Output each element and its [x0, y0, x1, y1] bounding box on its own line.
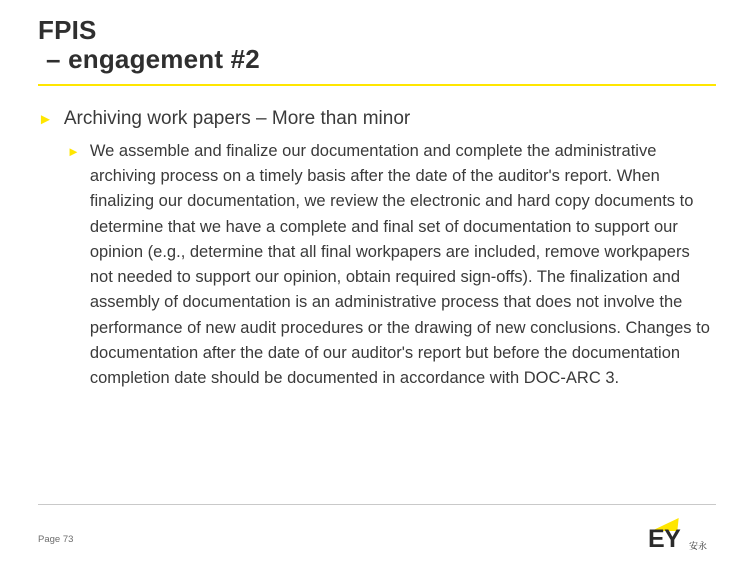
bullet-level-1-text: Archiving work papers – More than minor [63, 108, 411, 129]
logo-wordmark: EY [648, 525, 681, 553]
ey-logo [648, 518, 722, 552]
triangle-bullet-icon: ► [38, 111, 53, 128]
title-divider [38, 84, 716, 86]
bullet-level-2 [67, 139, 720, 391]
triangle-bullet-icon: ► [67, 143, 80, 159]
logo-chinese-name: 安永 [689, 541, 708, 551]
footer-divider [38, 504, 716, 505]
bullet-level-2-text: We assemble and finalize our documentation and complete the administrative archiving process on a timely basis after the date of the auditor's report. When finalizing our documentation, we review the electronic and hard copy documents to determine that we have a complete and final set of documentation to support our opinion (e.g., determine that all final workpapers are included, remove workpapers not needed to support our opinion, obtain required sign-offs). The finalization and assembly of documentation is an administrative process that does not involve the performance of new audit procedures or the drawing of new conclusions. Changes to documentation after the date of our auditor's report but before the documentation completion date should be documented in accordance with DOC-ARC 3. [89, 141, 710, 388]
page-number: Page 73 [38, 534, 74, 545]
title-line-1: FPIS [38, 15, 97, 45]
bullet-level-1 [38, 106, 720, 133]
slide-body [38, 106, 720, 391]
slide-title [38, 16, 718, 74]
title-line-2: – engagement #2 [46, 44, 260, 75]
